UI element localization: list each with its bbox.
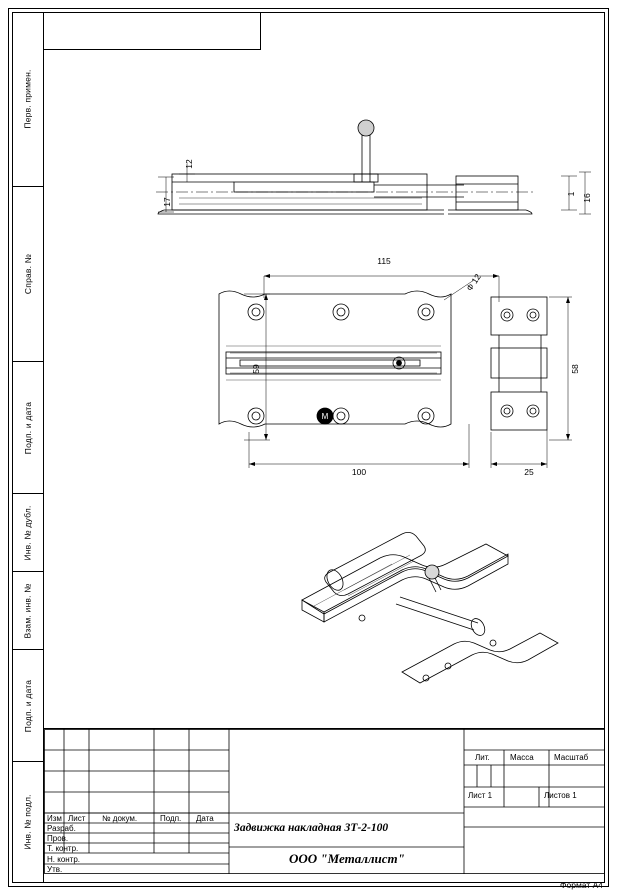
side-cell-label: Инв. № подл. [23, 794, 34, 850]
side-cell-podp-i-data-2 [12, 650, 44, 762]
sheet-number: Лист 1 [468, 791, 493, 800]
role-prov: Пров. [47, 834, 69, 843]
dim-58: 58 [570, 364, 580, 374]
side-cell-label: Перв. примен. [23, 69, 34, 129]
dim-17: 17 [162, 197, 172, 207]
side-cell-vzam-inv [12, 572, 44, 650]
dim-115: 115 [377, 256, 391, 266]
sheet-total: Листов 1 [544, 791, 577, 800]
dim-25: 25 [524, 467, 534, 477]
dim-12: 12 [184, 159, 194, 169]
rh-lit: Лит. [475, 753, 490, 762]
th-num-dok: № докум. [102, 814, 138, 823]
svg-text:М: М [321, 412, 329, 421]
th-data: Дата [196, 814, 214, 823]
role-razrab: Разраб. [47, 824, 76, 833]
th-podp: Подп. [160, 814, 182, 823]
dim-59: 59 [251, 364, 261, 374]
view-side-elevation [156, 120, 536, 214]
dim-1: 1 [566, 191, 576, 197]
side-column [12, 12, 44, 883]
side-cell-perv-primen [12, 12, 44, 187]
role-t-kontr: Т. контр. [47, 844, 79, 853]
side-cell-label: Подп. и дата [23, 679, 34, 732]
side-cell-label: Взам. инв. № [23, 582, 33, 639]
th-list: Лист [68, 814, 86, 823]
view-isometric [302, 532, 558, 683]
top-view-dimension-lines [158, 164, 591, 214]
role-utv: Утв. [47, 865, 63, 874]
side-cell-label: Подп. и дата [23, 401, 34, 454]
format-label: Формат А4 [560, 880, 603, 890]
role-n-kontr: Н. контр. [47, 855, 81, 864]
rh-massa: Масса [510, 753, 534, 762]
dim-16: 16 [582, 193, 592, 203]
side-cell-inv-dubl [12, 494, 44, 572]
title-block [44, 728, 605, 873]
document-title: Задвижка накладная ЗТ-2-100 [234, 822, 389, 834]
side-cell-podp-i-data-1 [12, 362, 44, 494]
dim-100: 100 [351, 467, 367, 477]
rh-masshtab: Масштаб [554, 753, 589, 762]
side-cell-label: Инв. № дубл. [23, 504, 34, 561]
side-cell-label: Справ. № [23, 253, 33, 295]
plan-dimension-lines [244, 271, 572, 468]
company-name: ООО "Металлист" [289, 851, 405, 866]
dim-diameter-12: Ф 12 [464, 271, 483, 293]
view-plan [219, 291, 547, 430]
th-izm: Изм [47, 814, 62, 823]
side-cell-sprav [12, 187, 44, 362]
side-cell-inv-podl [12, 762, 44, 883]
